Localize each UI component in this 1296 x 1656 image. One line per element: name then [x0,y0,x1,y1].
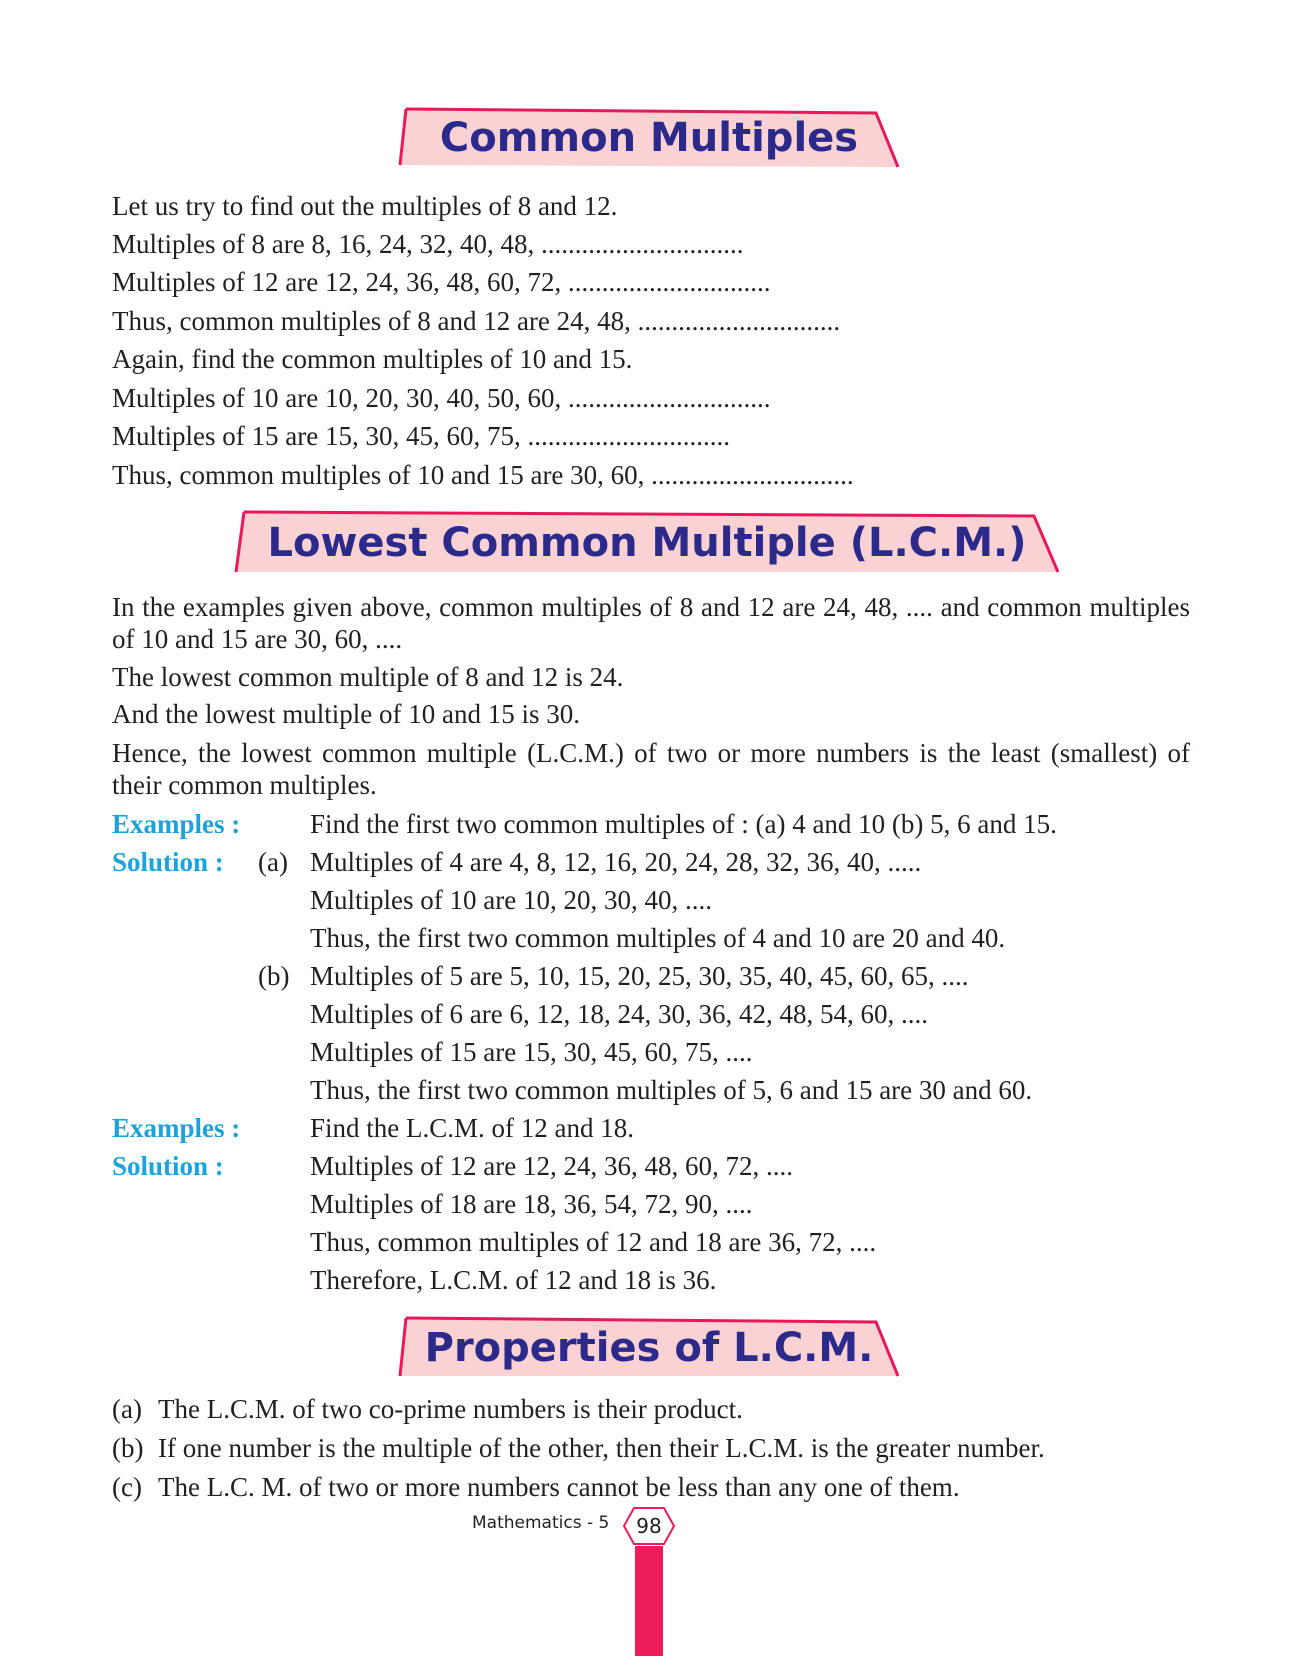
solution-line: Multiples of 6 are 6, 12, 18, 24, 30, 36, 42, 48, 54, 60, .... [310,999,928,1029]
solution-line: Multiples of 12 are 12, 24, 36, 48, 60, 72, .... [310,1151,793,1181]
text-line: Multiples of 8 are 8, 16, 24, 32, 40, 48, .............................. [112,229,744,259]
page-number: 98 [636,1514,662,1538]
section-title: Properties of L.C.M. [424,1325,874,1371]
text-line: Multiples of 10 are 10, 20, 30, 40, 50, 60, .............................. [112,383,771,413]
property-text: The L.C. M. of two or more numbers cannot be less than any one of them. [158,1472,960,1502]
example-label: Examples : [112,1113,241,1143]
example-question: Find the L.C.M. of 12 and 18. [310,1113,634,1143]
property-text: The L.C.M. of two co-prime numbers is their product. [158,1394,743,1424]
text-line: And the lowest multiple of 10 and 15 is 30. [112,699,580,729]
heading-banner-common-multiples [398,107,900,169]
text-line: The lowest common multiple of 8 and 12 is 24. [112,662,624,692]
solution-line: Multiples of 5 are 5, 10, 15, 20, 25, 30, 35, 40, 45, 60, 65, .... [310,961,969,991]
text-line: Let us try to find out the multiples of 8 and 12. [112,191,618,221]
solution-line: Multiples of 15 are 15, 30, 45, 60, 75, .... [310,1037,753,1067]
example-label: Examples : [112,809,241,839]
text-line: Multiples of 12 are 12, 24, 36, 48, 60, 72, .............................. [112,267,771,297]
example-question: Find the first two common multiples of : (a) 4 and 10 (b) 5, 6 and 15. [310,809,1057,839]
paragraph: In the examples given above, common multiples of 8 and 12 are 24, 48, .... and common multiples of 10 and 15 are 30, 60, .... [112,592,1190,654]
footer-strip [635,1546,663,1656]
solution-line: Thus, common multiples of 12 and 18 are 36, 72, .... [310,1227,877,1257]
property-text: If one number is the multiple of the other, then their L.C.M. is the greater number. [158,1433,1045,1463]
property-letter: (c) [112,1472,142,1502]
book-title: Mathematics - 5 [472,1513,610,1533]
solution-line: Thus, the first two common multiples of 4 and 10 are 20 and 40. [310,923,1006,953]
property-letter: (b) [112,1433,144,1463]
paragraph: Hence, the lowest common multiple (L.C.M.) of two or more numbers is the least (smallest) of their common multiples. [112,738,1190,800]
property-letter: (a) [112,1394,142,1424]
text-line: Again, find the common multiples of 10 and 15. [112,344,633,374]
solution-line: Thus, the first two common multiples of 5, 6 and 15 are 30 and 60. [310,1075,1033,1105]
text-line: Thus, common multiples of 10 and 15 are 30, 60, .............................. [112,460,854,490]
solution-line: Therefore, L.C.M. of 12 and 18 is 36. [310,1265,717,1295]
solution-line: Multiples of 10 are 10, 20, 30, 40, .... [310,885,712,915]
solution-line: Multiples of 18 are 18, 36, 54, 72, 90, .... [310,1189,753,1219]
heading-banner-properties [398,1316,900,1380]
section-title: Lowest Common Multiple (L.C.M.) [267,520,1027,566]
part-label: (a) [258,847,288,877]
text-line: Multiples of 15 are 15, 30, 45, 60, 75, .............................. [112,421,730,451]
solution-label: Solution : [112,847,224,877]
page-number-badge [622,1506,676,1546]
part-label: (b) [258,961,290,991]
solution-line: Multiples of 4 are 4, 8, 12, 16, 20, 24, 28, 32, 36, 40, ..... [310,847,922,877]
section-title: Common Multiples [439,115,859,161]
text-line: Thus, common multiples of 8 and 12 are 24, 48, .............................. [112,306,841,336]
solution-label: Solution : [112,1151,224,1181]
heading-banner-lcm [234,510,1060,576]
